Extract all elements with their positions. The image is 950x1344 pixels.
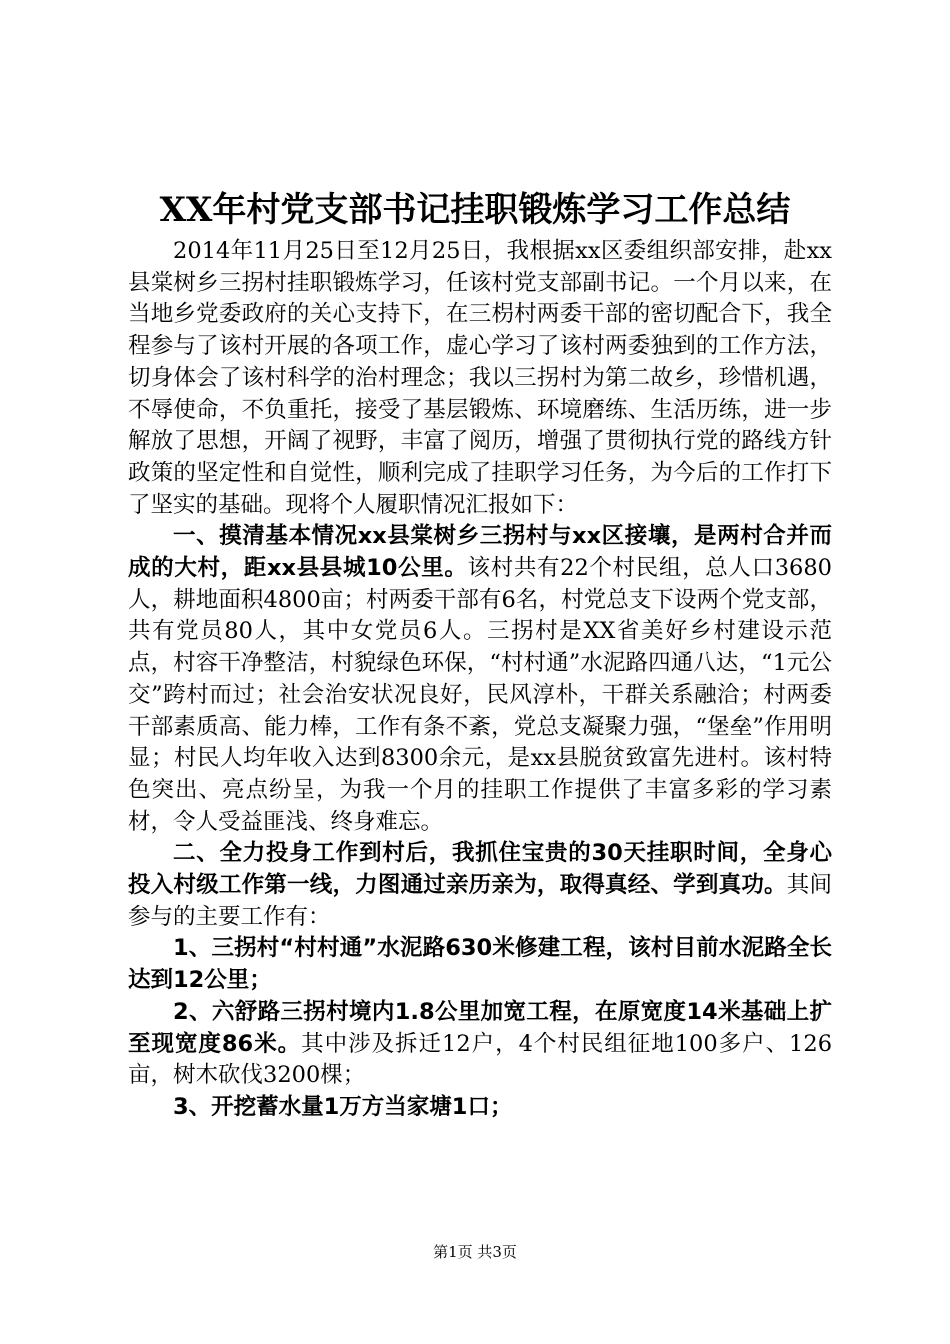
paragraph-lead: 二、全力投身工作到村后，我抓住宝贵的30天挂职时间，全身心投入村级工作第一线，力图通过亲历亲为，取得真经、学到真功。 [128,840,832,899]
document-body [128,236,832,1124]
paragraph-lead: 2、六舒路三拐村境内1.8公里加宽工程，在原宽度14米基础上扩至现宽度86米。 [128,998,832,1057]
paragraph-lead: 3、开挖蓄水量1万方当家塘1口； [173,1093,513,1120]
paragraph-intro [128,236,832,521]
paragraph-item-one [128,933,832,996]
paragraph-text: 其中涉及拆迁12户，4个村民组征地100多户、126亩，树木砍伐3200棵； [128,1030,833,1089]
paragraph-lead: 1、三拐村“村村通”水泥路630米修建工程，该村目前水泥路全长达到12公里； [128,935,832,994]
document-title: XX年村党支部书记挂职锻炼学习工作总结 [159,190,791,230]
paragraph-lead: 一、摸清基本情况xx县棠树乡三拐村与xx区接壤，是两村合并而成的大村，距xx县县城10公里。 [128,523,832,582]
paragraph-text: 2014年11月25日至12月25日，我根据xx区委组织部安排，赴xx县棠树乡三拐村挂职锻炼学习，任该村党支部副书记。一个月以来，在当地乡党委政府的关心支持下，在三枴村两委干部的密切配合下，我全程参与了该村开展的各项工作，虚心学习了该村两委独到的工作方法，切身体会了该村科学的治村理念；我以三拐村为第二故乡，珍惜机遇，不辱使命，不负重托，接受了基层锻炼、环境磨练、生活历练，进一步解放了思想，开阔了视野，丰富了阅历，增强了贯彻执行党的路线方针政策的坚定性和自觉性，顺利完成了挂职学习任务，为今后的工作打下了坚实的基础。现将个人履职情况汇报如下： [128,238,832,518]
paragraph-text: 其间参与的主要工作有： [128,872,832,930]
paragraph-item-two [128,997,832,1092]
page-footer: 第1页 共3页 [433,1243,517,1261]
paragraph-text: 该村共有22个村民组，总人口3680人，耕地面积4800亩；村两委干部有6名，村党总支下设两个党支部，共有党员80人，其中女党员6人。三拐村是XX省美好乡村建设示范点，村容干净整洁，村貌绿色环保，“村村通”水泥路四通八达，“1元公交”跨村而过；社会治安状况良好，民风淳朴，干群关系融洽；村两委干部素质高、能力棒，工作有条不紊，党总支凝聚力强，“堡垒”作用明显；村民人均年收入达到8300余元，是xx县脱贫致富先进村。该村特色突出、亮点纷呈，为我一个月的挂职工作提供了丰富多彩的学习素材，令人受益匪浅、终身难忘。 [128,555,832,835]
paragraph-section-one [128,521,832,838]
paragraph-section-two [128,838,832,933]
paragraph-item-three [128,1092,832,1124]
